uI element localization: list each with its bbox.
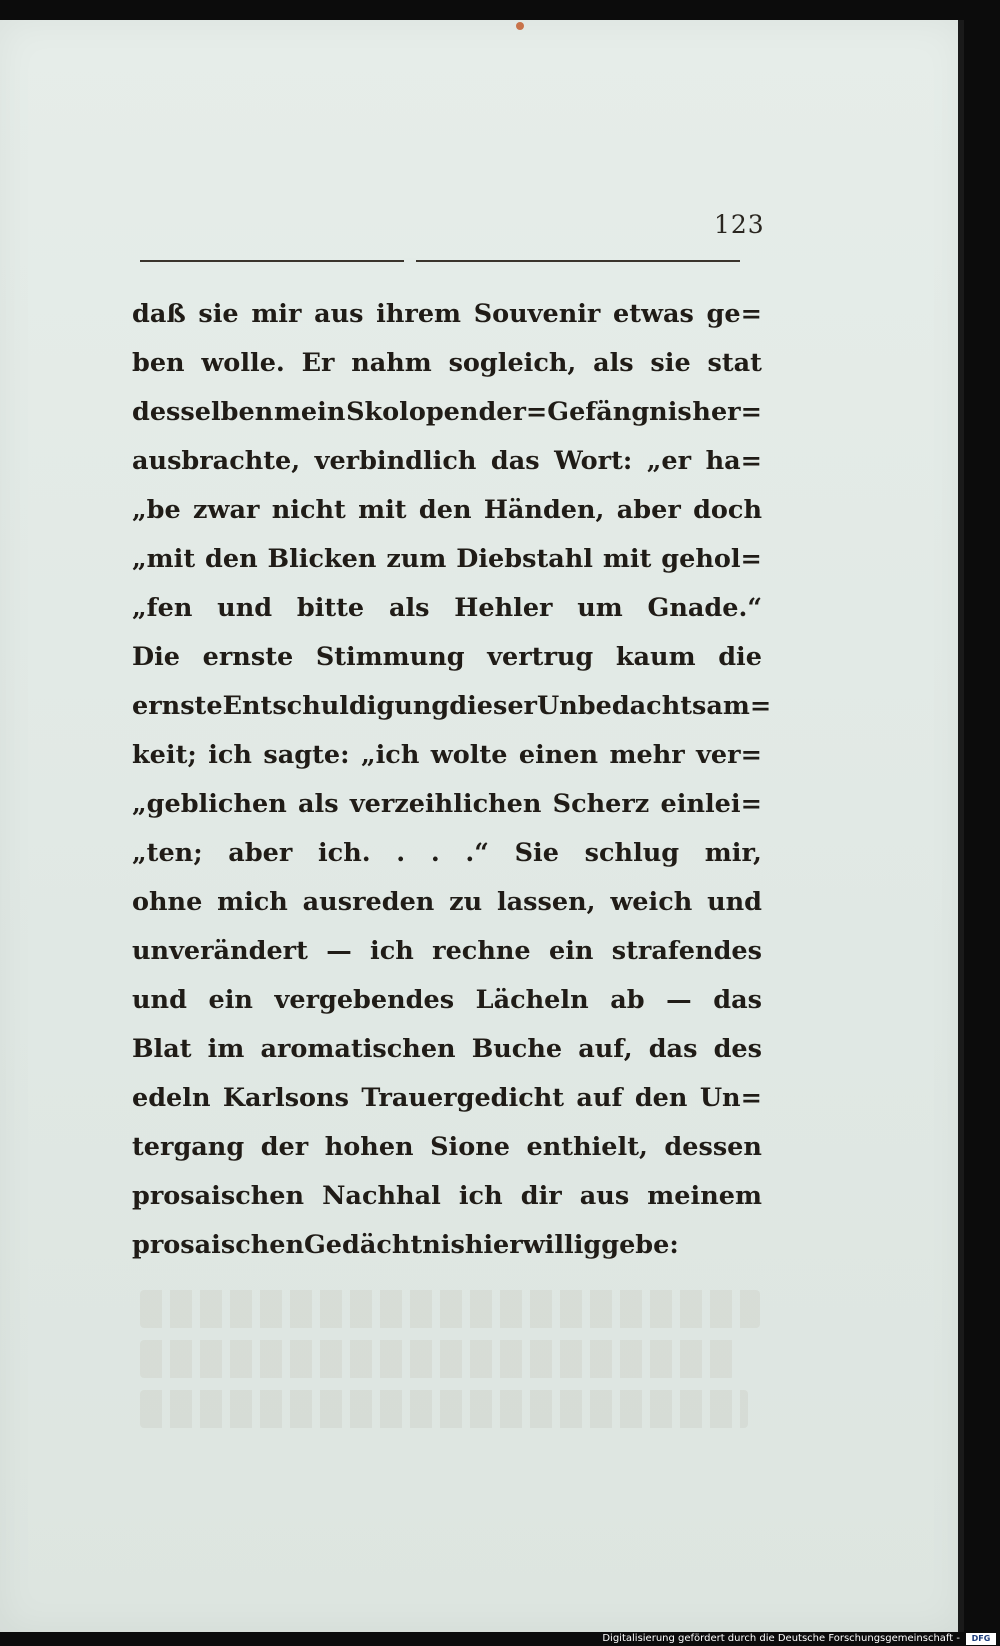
word: ein: [208, 985, 253, 1015]
word: gebe:: [601, 1230, 679, 1260]
text-line: [132, 1123, 762, 1172]
ghost-line: [140, 1290, 760, 1328]
word: dessen: [664, 1132, 762, 1162]
word: vertrug: [487, 642, 594, 672]
word: ernste: [202, 642, 294, 672]
word: nicht: [271, 495, 346, 525]
word: auf,: [578, 1034, 633, 1064]
word: —: [666, 985, 692, 1015]
word: zwar: [193, 495, 260, 525]
word: ein: [548, 936, 594, 966]
word: den: [418, 495, 472, 525]
word: aus: [579, 1181, 630, 1211]
word: mehr: [609, 740, 685, 770]
word: ge=: [706, 299, 762, 329]
word: verbindlich: [314, 446, 477, 476]
word: des: [713, 1034, 762, 1064]
word: Gedächtnis: [304, 1230, 465, 1260]
word: das: [490, 446, 540, 476]
word: edeln: [132, 1083, 211, 1113]
word: verzeihlichen: [349, 789, 542, 819]
word: aber: [228, 838, 293, 868]
word: vergebendes: [274, 985, 455, 1015]
text-line: [132, 290, 762, 339]
word: als: [388, 593, 430, 623]
word: zu: [449, 887, 483, 917]
word: ver=: [696, 740, 762, 770]
word: ernste: [132, 691, 223, 721]
word: ausbrachte,: [132, 446, 301, 476]
word: mit: [358, 495, 407, 525]
word: Buche: [471, 1034, 563, 1064]
word: Blicken: [267, 544, 377, 574]
text-line: [132, 1025, 762, 1074]
header-rule: [140, 260, 740, 262]
word: mit: [602, 544, 652, 574]
word: ich: [208, 740, 252, 770]
word: stat: [707, 348, 762, 378]
word: weich: [610, 887, 693, 917]
word: auf: [576, 1083, 623, 1113]
word: Sie: [514, 838, 559, 868]
word: wolle.: [201, 348, 285, 378]
word: „er: [646, 446, 692, 476]
text-line: [132, 1074, 762, 1123]
dfg-logo: DFG: [966, 1633, 996, 1645]
word: ihrem: [376, 299, 462, 329]
word: sogleich,: [448, 348, 577, 378]
word: willig: [522, 1230, 602, 1260]
word: meinem: [647, 1181, 762, 1211]
word: Un=: [699, 1083, 762, 1113]
word: prosaischen: [132, 1230, 305, 1260]
word: ha=: [705, 446, 762, 476]
word: Sione: [430, 1132, 510, 1162]
word: Trauergedicht: [361, 1083, 565, 1113]
word: —: [326, 936, 352, 966]
word: als: [298, 789, 339, 819]
word: und: [132, 985, 187, 1015]
text-line: [132, 388, 762, 437]
word: Stimmung: [315, 642, 465, 672]
word: Lächeln: [475, 985, 589, 1015]
text-line: [132, 682, 772, 731]
word: mir: [251, 299, 302, 329]
text-line: [132, 878, 762, 927]
word: ohne: [132, 887, 203, 917]
word: tergang: [132, 1132, 245, 1162]
text-line: [132, 339, 762, 388]
word: gehol=: [661, 544, 762, 574]
word: einen: [518, 740, 599, 770]
word: Hehler: [454, 593, 553, 623]
word: „ich: [360, 740, 420, 770]
word: mich: [217, 887, 288, 917]
word: der: [260, 1132, 309, 1162]
header-rule-gap: [404, 258, 416, 264]
word: strafendes: [611, 936, 762, 966]
word: aber: [616, 495, 681, 525]
body-text: [132, 290, 772, 1270]
page-number: 123: [714, 210, 765, 239]
word: Er: [301, 348, 335, 378]
word: hohen: [324, 1132, 414, 1162]
word: den: [205, 544, 258, 574]
word: enthielt,: [526, 1132, 648, 1162]
text-line: [132, 731, 762, 780]
word: Entschuldigung: [222, 691, 450, 721]
word: Karlsons: [222, 1083, 349, 1113]
word: ausreden: [302, 887, 435, 917]
word: lassen,: [496, 887, 596, 917]
text-line: [132, 486, 762, 535]
text-line: [132, 584, 762, 633]
word: wolte: [430, 740, 508, 770]
word: „mit: [132, 544, 196, 574]
ghost-line: [140, 1390, 748, 1428]
word: im: [207, 1034, 245, 1064]
word: und: [707, 887, 762, 917]
word: die: [718, 642, 762, 672]
word: sie: [198, 299, 239, 329]
word: kaum: [615, 642, 696, 672]
text-line: [132, 535, 762, 584]
word: nahm: [351, 348, 432, 378]
word: Wort:: [554, 446, 633, 476]
word: Gnade.“: [647, 593, 762, 623]
word: Blat: [132, 1034, 192, 1064]
word: Diebstahl: [456, 544, 593, 574]
word: „fen: [132, 593, 193, 623]
word: desselben: [132, 397, 274, 427]
word: den: [634, 1083, 688, 1113]
word: daß: [132, 299, 186, 329]
word: rechne: [432, 936, 531, 966]
word: .: [430, 838, 440, 868]
word: hier: [464, 1230, 523, 1260]
paper-stain: [516, 22, 524, 30]
word: bitte: [296, 593, 365, 623]
word: doch: [693, 495, 762, 525]
word: .: [396, 838, 406, 868]
text-line: [132, 976, 762, 1025]
word: und: [217, 593, 273, 623]
word: mein: [273, 397, 346, 427]
text-line: [132, 1172, 762, 1221]
word: .“: [465, 838, 489, 868]
word: aus: [314, 299, 364, 329]
word: das: [713, 985, 762, 1015]
text-line: [132, 1221, 762, 1270]
word: sie: [650, 348, 691, 378]
word: ich: [370, 936, 414, 966]
text-line: [132, 437, 762, 486]
word: ich: [458, 1181, 503, 1211]
word: Skolopender=Gefängnis: [346, 397, 692, 427]
word: her=: [692, 397, 762, 427]
word: zum: [386, 544, 447, 574]
word: „ten;: [132, 838, 203, 868]
word: prosaischen: [132, 1181, 305, 1211]
funding-credit: Digitalisierung gefördert durch die Deutsche Forschungsgemeinschaft -: [602, 1633, 960, 1644]
word: um: [577, 593, 623, 623]
word: als: [593, 348, 634, 378]
word: etwas: [613, 299, 694, 329]
word: ben: [132, 348, 185, 378]
word: Souvenir: [473, 299, 601, 329]
word: aromatischen: [260, 1034, 456, 1064]
word: dir: [520, 1181, 562, 1211]
word: keit;: [132, 740, 197, 770]
show-through-ghost-text: [140, 1290, 760, 1440]
page-edge: [958, 20, 964, 1632]
text-line: [132, 633, 762, 682]
word: Unbedachtsam=: [537, 691, 772, 721]
word: schlug: [584, 838, 680, 868]
word: „geblichen: [132, 789, 287, 819]
word: einlei=: [660, 789, 762, 819]
word: Die: [132, 642, 181, 672]
word: Händen,: [483, 495, 605, 525]
word: mir,: [704, 838, 762, 868]
text-line: [132, 927, 762, 976]
word: sagte:: [263, 740, 350, 770]
word: dieser: [449, 691, 537, 721]
word: „be: [132, 495, 181, 525]
text-line: [132, 780, 762, 829]
word: ich.: [317, 838, 371, 868]
text-line: [132, 829, 762, 878]
word: ab: [610, 985, 645, 1015]
word: das: [648, 1034, 698, 1064]
word: Nachhal: [322, 1181, 441, 1211]
word: Scherz: [552, 789, 650, 819]
word: unverändert: [132, 936, 308, 966]
ghost-line: [140, 1340, 735, 1378]
